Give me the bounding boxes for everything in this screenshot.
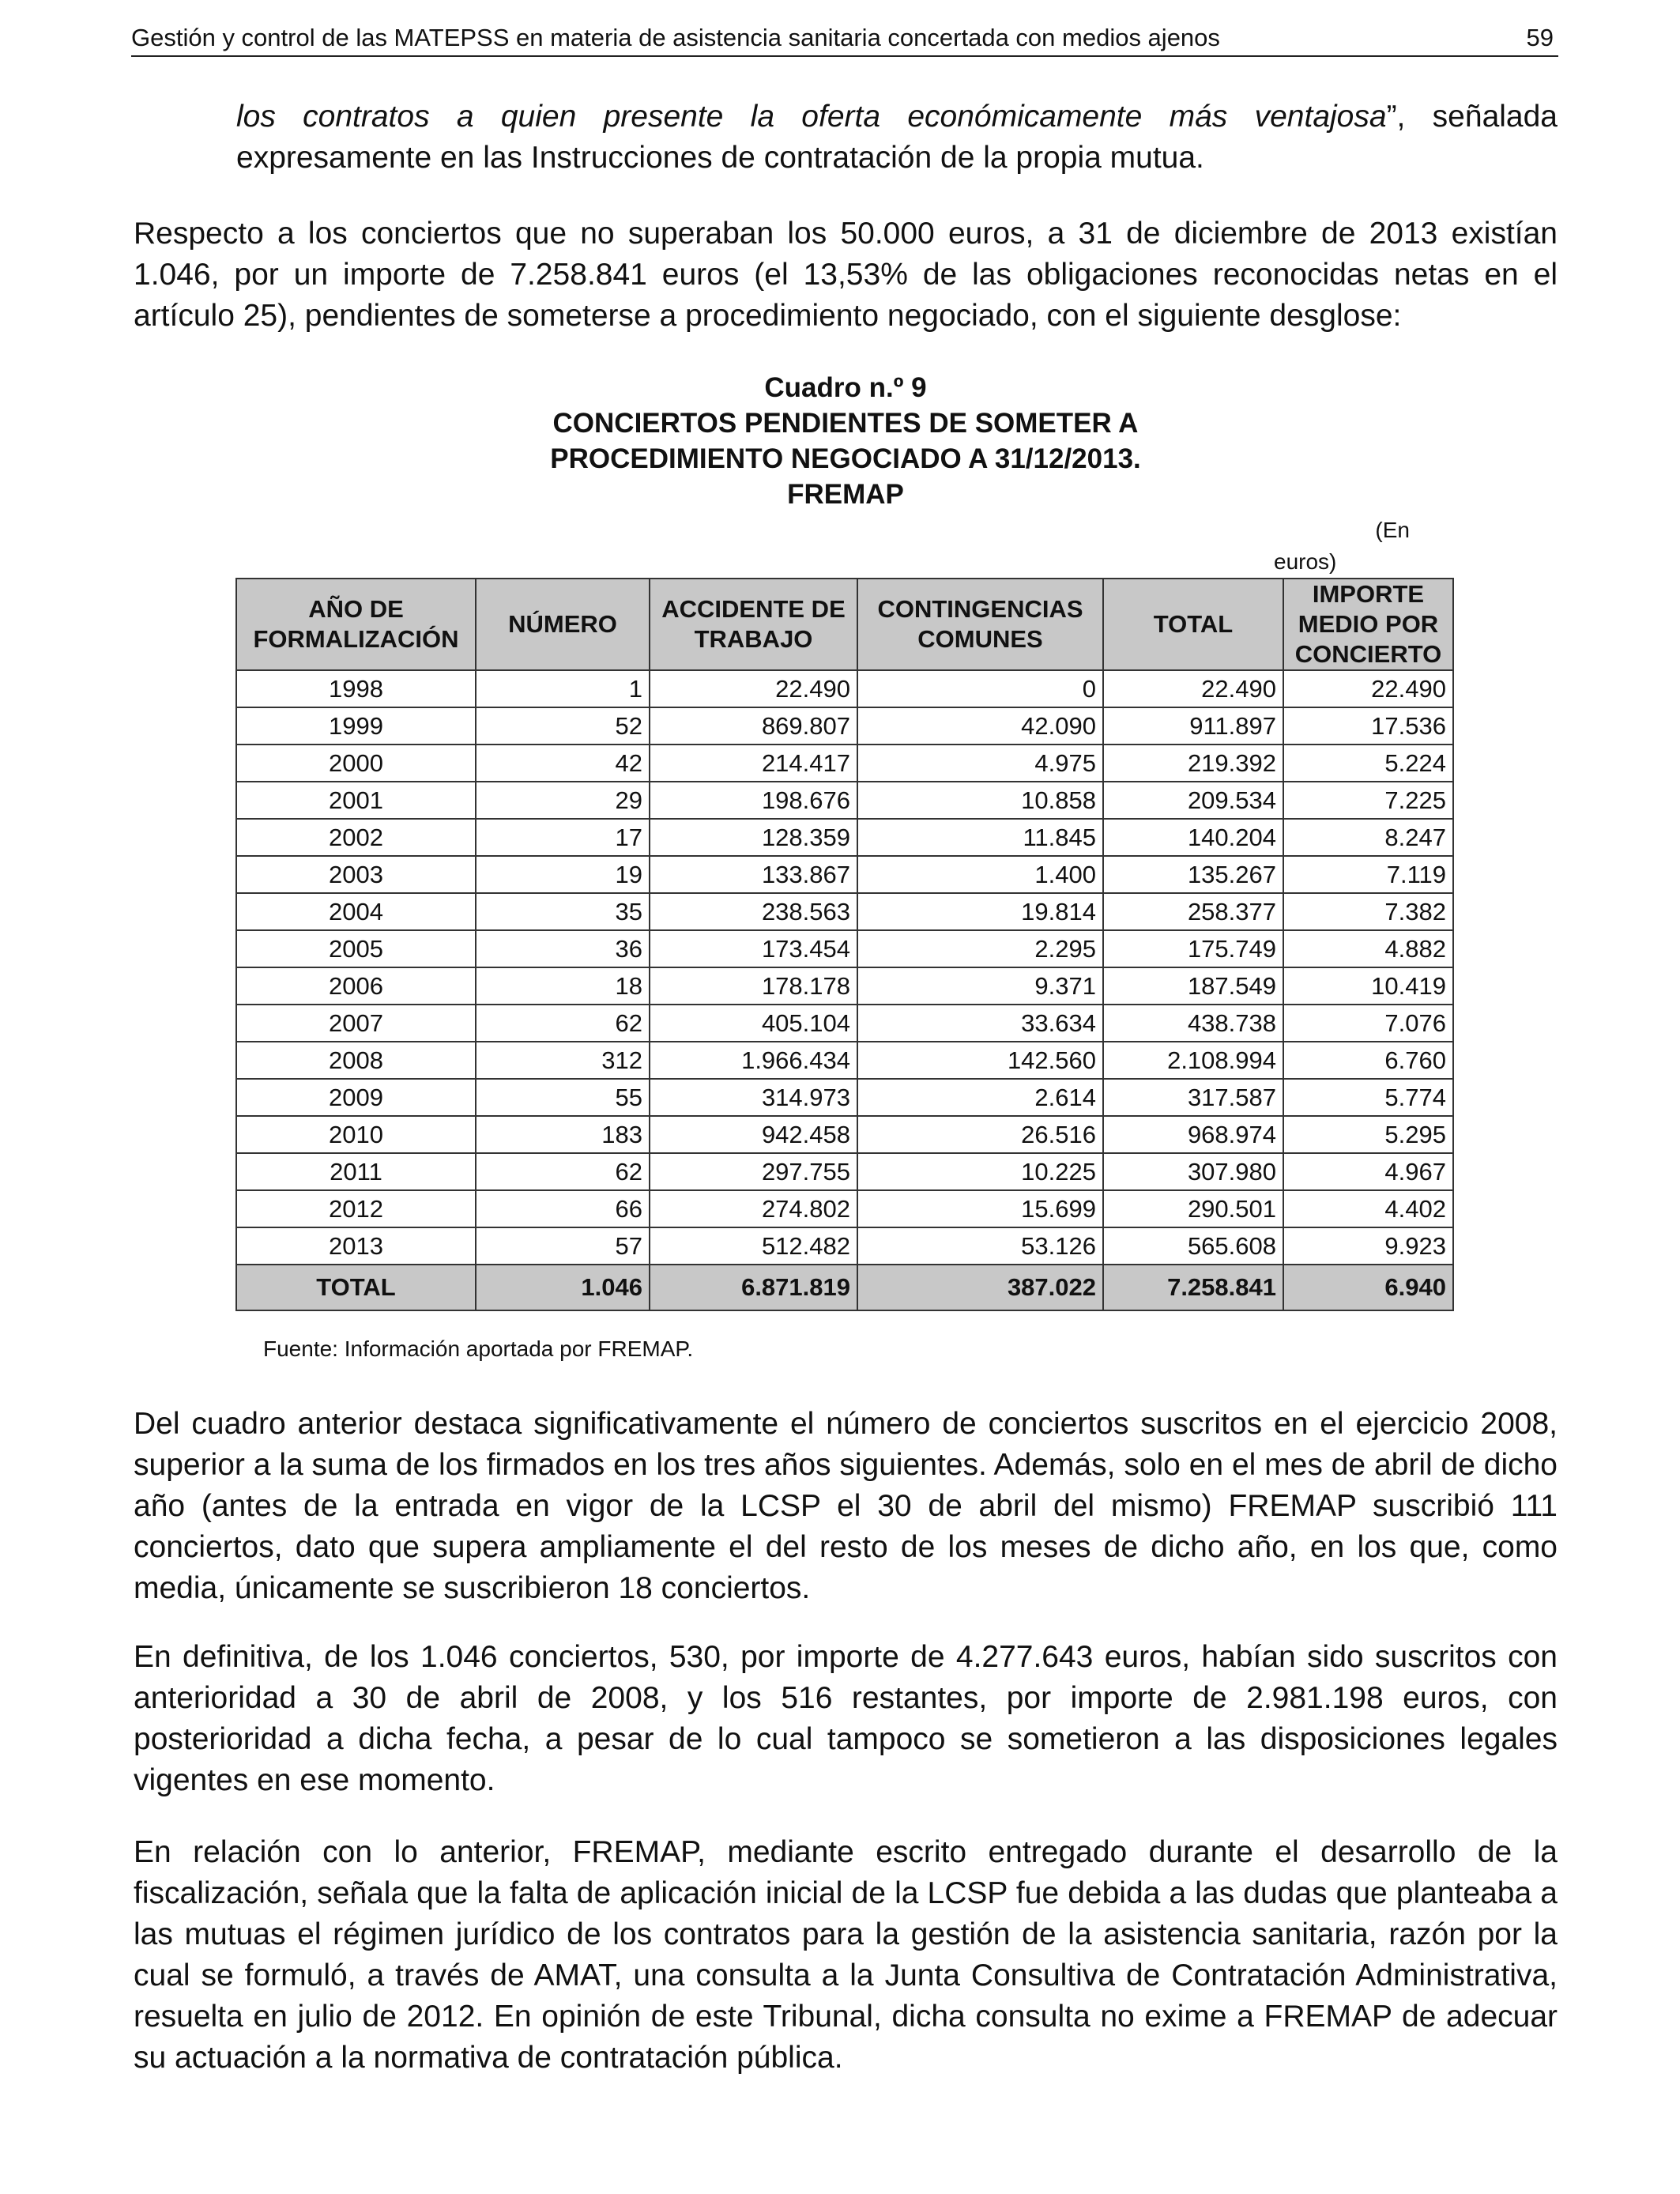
table-cell: 968.974 xyxy=(1103,1116,1283,1153)
table-cell: 35 xyxy=(476,893,650,930)
table-cell: 173.454 xyxy=(650,930,857,967)
quote-italic-text: los contratos a quien presente la oferta económicamente más ventajosa xyxy=(236,100,1387,134)
table-cell: 2010 xyxy=(236,1116,476,1153)
table-row xyxy=(236,856,1453,893)
table-cell: 238.563 xyxy=(650,893,857,930)
table-cell: 55 xyxy=(476,1079,650,1116)
table-cell: 140.204 xyxy=(1103,819,1283,856)
table-row xyxy=(236,1005,1453,1042)
table-cell: 312 xyxy=(476,1042,650,1079)
table-cell: 52 xyxy=(476,707,650,745)
table-cell: 911.897 xyxy=(1103,707,1283,745)
table-cell: 187.549 xyxy=(1103,967,1283,1005)
table-total-row xyxy=(236,1265,1453,1310)
table-cell: 565.608 xyxy=(1103,1227,1283,1265)
column-header: NÚMERO xyxy=(476,579,650,670)
table-row xyxy=(236,893,1453,930)
table-row xyxy=(236,967,1453,1005)
unit-note-part-1: (En xyxy=(1375,518,1410,542)
table-cell: 5.774 xyxy=(1283,1079,1453,1116)
table-cell: 4.402 xyxy=(1283,1190,1453,1227)
table-row xyxy=(236,707,1453,745)
unit-note-part-2: euros) xyxy=(1274,549,1337,574)
total-cell: 6.871.819 xyxy=(650,1265,857,1310)
table-cell: 29 xyxy=(476,782,650,819)
table-row xyxy=(236,819,1453,856)
total-cell: 1.046 xyxy=(476,1265,650,1310)
table-cell: 314.973 xyxy=(650,1079,857,1116)
table-cell: 2001 xyxy=(236,782,476,819)
table-cell: 142.560 xyxy=(857,1042,1103,1079)
table-cell: 6.760 xyxy=(1283,1042,1453,1079)
table-cell: 7.382 xyxy=(1283,893,1453,930)
table-cell: 4.882 xyxy=(1283,930,1453,967)
caption-entity: FREMAP xyxy=(787,479,904,510)
table-cell: 405.104 xyxy=(650,1005,857,1042)
table-cell: 2009 xyxy=(236,1079,476,1116)
table-cell: 18 xyxy=(476,967,650,1005)
column-header: AÑO DE FORMALIZACIÓN xyxy=(236,579,476,670)
table-body xyxy=(236,670,1453,1265)
table-cell: 219.392 xyxy=(1103,745,1283,782)
running-header xyxy=(131,16,1558,57)
page-number: 59 xyxy=(1526,24,1554,51)
table-cell: 62 xyxy=(476,1153,650,1190)
table-row xyxy=(236,1227,1453,1265)
table-cell: 33.634 xyxy=(857,1005,1103,1042)
table-cell: 214.417 xyxy=(650,745,857,782)
table-cell: 512.482 xyxy=(650,1227,857,1265)
caption-number: Cuadro n.º 9 xyxy=(764,372,927,403)
table-cell: 307.980 xyxy=(1103,1153,1283,1190)
table-cell: 62 xyxy=(476,1005,650,1042)
table-cell: 1.966.434 xyxy=(650,1042,857,1079)
table-cell: 1999 xyxy=(236,707,476,745)
table-cell: 175.749 xyxy=(1103,930,1283,967)
table-cell: 5.224 xyxy=(1283,745,1453,782)
table-cell: 438.738 xyxy=(1103,1005,1283,1042)
table-row xyxy=(236,930,1453,967)
table-cell: 2.295 xyxy=(857,930,1103,967)
table-cell: 209.534 xyxy=(1103,782,1283,819)
caption-title-line-1: CONCIERTOS PENDIENTES DE SOMETER A xyxy=(552,408,1139,439)
table-row xyxy=(236,670,1453,707)
table-cell: 8.247 xyxy=(1283,819,1453,856)
table-cell: 22.490 xyxy=(1283,670,1453,707)
table-cell: 7.225 xyxy=(1283,782,1453,819)
header-title: Gestión y control de las MATEPSS en materia de asistencia sanitaria concertada con medios ajenos xyxy=(131,24,1220,51)
table-cell: 2005 xyxy=(236,930,476,967)
table-cell: 36 xyxy=(476,930,650,967)
table-cell: 4.975 xyxy=(857,745,1103,782)
table-cell: 2011 xyxy=(236,1153,476,1190)
table-source-note: Fuente: Información aportada por FREMAP. xyxy=(263,1336,694,1361)
table-cell: 15.699 xyxy=(857,1190,1103,1227)
table-cell: 11.845 xyxy=(857,819,1103,856)
column-header: TOTAL xyxy=(1103,579,1283,670)
total-cell: 6.940 xyxy=(1283,1265,1453,1310)
table-cell: 10.858 xyxy=(857,782,1103,819)
table-row xyxy=(236,1116,1453,1153)
table-cell: 2002 xyxy=(236,819,476,856)
table-cell: 133.867 xyxy=(650,856,857,893)
table-cell: 2006 xyxy=(236,967,476,1005)
table-cell: 0 xyxy=(857,670,1103,707)
table-cell: 290.501 xyxy=(1103,1190,1283,1227)
caption-title-line-2: PROCEDIMIENTO NEGOCIADO A 31/12/2013. xyxy=(550,443,1141,474)
table-cell: 19.814 xyxy=(857,893,1103,930)
table-cell: 1.400 xyxy=(857,856,1103,893)
total-cell: 387.022 xyxy=(857,1265,1103,1310)
table-cell: 2004 xyxy=(236,893,476,930)
table-cell: 2012 xyxy=(236,1190,476,1227)
table-cell: 178.178 xyxy=(650,967,857,1005)
table-cell: 297.755 xyxy=(650,1153,857,1190)
table-row xyxy=(236,745,1453,782)
unit-note xyxy=(1264,515,1422,578)
table-cell: 10.419 xyxy=(1283,967,1453,1005)
column-header: IMPORTE MEDIO POR CONCIERTO xyxy=(1283,579,1453,670)
table-cell: 2000 xyxy=(236,745,476,782)
table-cell: 42 xyxy=(476,745,650,782)
body-paragraph-3: En relación con lo anterior, FREMAP, mediante escrito entregado durante el desarrollo de la fiscalización, señala que la falta de aplicación inicial de la LCSP fue debida a las dudas que planteaba a las mutuas el régimen jurídico de los contratos para la gestión de la asistencia sanitaria, razón por la cual se formuló, a través de AMAT, una consulta a la Junta Consultiva de Contratación Administrativa, resuelta en julio de 2012. En opinión de este Tribunal, dicha consulta no exime a FREMAP de adecuar su actuación a la normativa de contratación pública. xyxy=(134,1835,1558,2075)
table-cell: 317.587 xyxy=(1103,1079,1283,1116)
table-cell: 128.359 xyxy=(650,819,857,856)
table-cell: 258.377 xyxy=(1103,893,1283,930)
table-cell: 22.490 xyxy=(650,670,857,707)
table-cell: 66 xyxy=(476,1190,650,1227)
table-cell: 869.807 xyxy=(650,707,857,745)
intro-paragraph: Respecto a los conciertos que no superaban los 50.000 euros, a 31 de diciembre de 2013 existían 1.046, por un importe de 7.258.841 euros (el 13,53% de las obligaciones reconocidas netas en el artículo 25), pendientes de someterse a procedimiento negociado, con el siguiente desglose: xyxy=(134,217,1558,333)
table-cell: 5.295 xyxy=(1283,1116,1453,1153)
total-cell: TOTAL xyxy=(236,1265,476,1310)
table-cell: 42.090 xyxy=(857,707,1103,745)
table-cell: 57 xyxy=(476,1227,650,1265)
table-cell: 2007 xyxy=(236,1005,476,1042)
total-cell: 7.258.841 xyxy=(1103,1265,1283,1310)
table-cell: 2003 xyxy=(236,856,476,893)
table-cell: 26.516 xyxy=(857,1116,1103,1153)
table-row xyxy=(236,1190,1453,1227)
body-paragraph-1: Del cuadro anterior destaca significativamente el número de conciertos suscritos en el ejercicio 2008, superior a la suma de los firmados en los tres años siguientes. Además, solo en el mes de abril de dicho año (antes de la entrada en vigor de la LCSP el 30 de abril del mismo) FREMAP suscribió 111 conciertos, dato que supera ampliamente el del resto de los meses de dicho año, en los que, como media, únicamente se suscribieron 18 conciertos. xyxy=(134,1407,1558,1605)
table-cell: 274.802 xyxy=(650,1190,857,1227)
quoted-paragraph xyxy=(236,96,1558,179)
table-cell: 17.536 xyxy=(1283,707,1453,745)
table-cell: 22.490 xyxy=(1103,670,1283,707)
table-cell: 4.967 xyxy=(1283,1153,1453,1190)
table-cell: 9.923 xyxy=(1283,1227,1453,1265)
body-paragraph-2: En definitiva, de los 1.046 conciertos, 530, por importe de 4.277.643 euros, habían sido suscritos con anterioridad a 30 de abril de 2008, y los 516 restantes, por importe de 2.981.198 euros, con posterioridad a dicha fecha, a pesar de lo cual tampoco se sometieron a las disposiciones legales vigentes en ese momento. xyxy=(134,1640,1558,1797)
column-header: ACCIDENTE DE TRABAJO xyxy=(650,579,857,670)
column-header: CONTINGENCIAS COMUNES xyxy=(857,579,1103,670)
table-cell: 17 xyxy=(476,819,650,856)
table-cell: 1 xyxy=(476,670,650,707)
quote-rest-text: ”, señalada expresamente en las Instrucciones de contratación de la propia mutua. xyxy=(236,100,1558,175)
table-cell: 10.225 xyxy=(857,1153,1103,1190)
table-cell: 9.371 xyxy=(857,967,1103,1005)
table-cell: 53.126 xyxy=(857,1227,1103,1265)
table-caption xyxy=(134,370,1558,512)
table-cell: 2.108.994 xyxy=(1103,1042,1283,1079)
table-header-row xyxy=(236,579,1453,670)
table-cell: 19 xyxy=(476,856,650,893)
conciertos-table xyxy=(235,578,1454,1311)
table-cell: 2008 xyxy=(236,1042,476,1079)
table-cell: 7.119 xyxy=(1283,856,1453,893)
table-row xyxy=(236,1153,1453,1190)
table-cell: 2.614 xyxy=(857,1079,1103,1116)
table-row xyxy=(236,1042,1453,1079)
table-cell: 942.458 xyxy=(650,1116,857,1153)
table-cell: 1998 xyxy=(236,670,476,707)
table-cell: 135.267 xyxy=(1103,856,1283,893)
table-cell: 198.676 xyxy=(650,782,857,819)
table-cell: 2013 xyxy=(236,1227,476,1265)
table-row xyxy=(236,1079,1453,1116)
table-cell: 183 xyxy=(476,1116,650,1153)
table-row xyxy=(236,782,1453,819)
table-cell: 7.076 xyxy=(1283,1005,1453,1042)
